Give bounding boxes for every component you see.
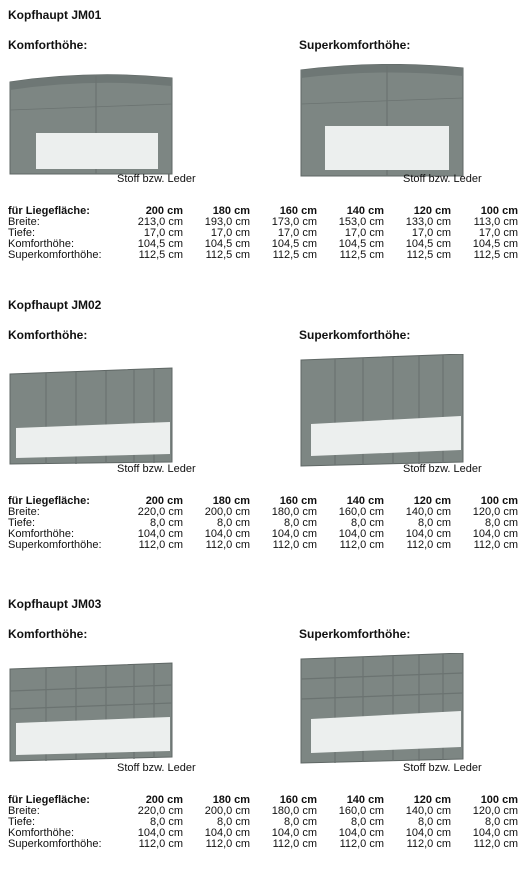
section-jm02 bbox=[0, 298, 524, 588]
table-cell: 113,0 cm bbox=[473, 216, 518, 228]
table-cell: 17,0 cm bbox=[478, 227, 518, 239]
table-cell: 120,0 cm bbox=[472, 506, 518, 518]
table-cell: 112,0 cm bbox=[272, 838, 317, 850]
table-cell: 8,0 cm bbox=[283, 517, 317, 529]
table-cell: 104,0 cm bbox=[338, 827, 384, 839]
table-cell: 104,0 cm bbox=[338, 528, 384, 540]
row-label: Komforthöhe: bbox=[8, 827, 75, 839]
material-caption: Stoff bzw. Leder bbox=[117, 762, 196, 774]
table-cell: 17,0 cm bbox=[143, 227, 183, 239]
header-cell: 160 cm bbox=[279, 794, 317, 806]
table-cell: 17,0 cm bbox=[277, 227, 317, 239]
table-cell: 112,0 cm bbox=[272, 539, 317, 551]
table-cell: 153,0 cm bbox=[338, 216, 384, 228]
table-cell: 104,0 cm bbox=[472, 827, 518, 839]
table-cell: 104,5 cm bbox=[137, 238, 183, 250]
table-cell: 104,5 cm bbox=[405, 238, 451, 250]
table-cell: 8,0 cm bbox=[216, 517, 250, 529]
table-cell: 104,0 cm bbox=[204, 528, 250, 540]
material-caption: Stoff bzw. Leder bbox=[117, 173, 196, 185]
table-cell: 133,0 cm bbox=[405, 216, 451, 228]
table-cell: 220,0 cm bbox=[137, 805, 183, 817]
table-row bbox=[8, 839, 518, 850]
table-cell: 200,0 cm bbox=[204, 506, 250, 518]
header-cell: 140 cm bbox=[346, 495, 384, 507]
header-cell: 120 cm bbox=[413, 205, 451, 217]
table-cell: 112,5 cm bbox=[138, 249, 183, 261]
table-cell: 112,0 cm bbox=[138, 838, 183, 850]
comfort-height-label: Komforthöhe: bbox=[8, 38, 88, 52]
table-cell: 112,0 cm bbox=[339, 539, 384, 551]
header-cell: 200 cm bbox=[145, 794, 183, 806]
table-cell: 8,0 cm bbox=[283, 816, 317, 828]
table-cell: 8,0 cm bbox=[484, 517, 518, 529]
super-comfort-height-label: Superkomforthöhe: bbox=[299, 627, 411, 641]
table-cell: 112,0 cm bbox=[339, 838, 384, 850]
table-cell: 173,0 cm bbox=[271, 216, 317, 228]
table-cell: 112,0 cm bbox=[473, 838, 518, 850]
table-cell: 104,0 cm bbox=[405, 528, 451, 540]
table-cell: 112,0 cm bbox=[205, 539, 250, 551]
table-cell: 17,0 cm bbox=[344, 227, 384, 239]
table-cell: 8,0 cm bbox=[149, 517, 183, 529]
dimensions-table bbox=[8, 206, 518, 261]
header-cell: für Liegefläche: bbox=[8, 205, 90, 217]
header-cell: 120 cm bbox=[413, 495, 451, 507]
table-cell: 104,0 cm bbox=[137, 827, 183, 839]
header-cell: 100 cm bbox=[480, 794, 518, 806]
table-cell: 8,0 cm bbox=[149, 816, 183, 828]
headboard-jm03-super-comfort-image bbox=[297, 653, 467, 773]
row-label: Breite: bbox=[8, 506, 40, 518]
table-cell: 200,0 cm bbox=[204, 805, 250, 817]
table-cell: 8,0 cm bbox=[417, 816, 451, 828]
row-label: Breite: bbox=[8, 805, 40, 817]
table-cell: 104,0 cm bbox=[271, 528, 317, 540]
table-cell: 8,0 cm bbox=[350, 517, 384, 529]
table-cell: 112,0 cm bbox=[138, 539, 183, 551]
row-label: Komforthöhe: bbox=[8, 528, 75, 540]
comfort-height-label: Komforthöhe: bbox=[8, 328, 88, 342]
material-caption: Stoff bzw. Leder bbox=[403, 173, 482, 185]
table-cell: 180,0 cm bbox=[271, 805, 317, 817]
header-cell: 180 cm bbox=[212, 794, 250, 806]
row-label: Superkomforthöhe: bbox=[8, 539, 102, 551]
table-cell: 112,5 cm bbox=[205, 249, 250, 261]
headboard-jm02-super-comfort-image bbox=[297, 354, 467, 474]
section-title: Kopfhaupt JM01 bbox=[8, 8, 102, 22]
table-cell: 104,5 cm bbox=[204, 238, 250, 250]
table-cell: 104,0 cm bbox=[137, 528, 183, 540]
table-row bbox=[8, 250, 518, 261]
table-cell: 160,0 cm bbox=[338, 506, 384, 518]
table-cell: 104,0 cm bbox=[204, 827, 250, 839]
table-cell: 8,0 cm bbox=[350, 816, 384, 828]
row-label: Superkomforthöhe: bbox=[8, 838, 102, 850]
table-row bbox=[8, 540, 518, 551]
headboard-jm01-super-comfort-image bbox=[297, 64, 467, 184]
row-label: Tiefe: bbox=[8, 517, 36, 529]
row-label: Breite: bbox=[8, 216, 40, 228]
dimensions-table bbox=[8, 795, 518, 850]
header-cell: für Liegefläche: bbox=[8, 495, 90, 507]
table-cell: 17,0 cm bbox=[210, 227, 250, 239]
header-cell: 160 cm bbox=[279, 495, 317, 507]
table-cell: 180,0 cm bbox=[271, 506, 317, 518]
table-cell: 140,0 cm bbox=[405, 506, 451, 518]
section-title: Kopfhaupt JM02 bbox=[8, 298, 102, 312]
super-comfort-height-label: Superkomforthöhe: bbox=[299, 38, 411, 52]
headboard-jm02-comfort-image bbox=[6, 354, 176, 474]
table-cell: 112,5 cm bbox=[473, 249, 518, 261]
material-caption: Stoff bzw. Leder bbox=[117, 463, 196, 475]
header-cell: 120 cm bbox=[413, 794, 451, 806]
table-cell: 104,0 cm bbox=[405, 827, 451, 839]
header-cell: 180 cm bbox=[212, 495, 250, 507]
table-cell: 220,0 cm bbox=[137, 506, 183, 518]
section-jm03 bbox=[0, 597, 524, 887]
table-cell: 8,0 cm bbox=[216, 816, 250, 828]
table-cell: 8,0 cm bbox=[484, 816, 518, 828]
table-cell: 160,0 cm bbox=[338, 805, 384, 817]
table-cell: 112,5 cm bbox=[339, 249, 384, 261]
table-cell: 104,5 cm bbox=[472, 238, 518, 250]
section-title: Kopfhaupt JM03 bbox=[8, 597, 102, 611]
table-cell: 8,0 cm bbox=[417, 517, 451, 529]
header-cell: 140 cm bbox=[346, 794, 384, 806]
material-caption: Stoff bzw. Leder bbox=[403, 762, 482, 774]
table-cell: 104,0 cm bbox=[271, 827, 317, 839]
header-cell: 160 cm bbox=[279, 205, 317, 217]
table-cell: 112,0 cm bbox=[406, 539, 451, 551]
table-cell: 112,5 cm bbox=[272, 249, 317, 261]
header-cell: 200 cm bbox=[145, 495, 183, 507]
table-cell: 112,0 cm bbox=[205, 838, 250, 850]
table-cell: 104,5 cm bbox=[271, 238, 317, 250]
headboard-jm03-comfort-image bbox=[6, 653, 176, 773]
header-cell: für Liegefläche: bbox=[8, 794, 90, 806]
headboard-jm01-comfort-image bbox=[6, 64, 176, 184]
header-cell: 200 cm bbox=[145, 205, 183, 217]
header-cell: 100 cm bbox=[480, 495, 518, 507]
super-comfort-height-label: Superkomforthöhe: bbox=[299, 328, 411, 342]
table-cell: 112,0 cm bbox=[406, 838, 451, 850]
table-cell: 17,0 cm bbox=[411, 227, 451, 239]
header-cell: 100 cm bbox=[480, 205, 518, 217]
row-label: Komforthöhe: bbox=[8, 238, 75, 250]
table-cell: 193,0 cm bbox=[204, 216, 250, 228]
dimensions-table bbox=[8, 496, 518, 551]
row-label: Superkomforthöhe: bbox=[8, 249, 102, 261]
section-jm01 bbox=[0, 8, 524, 298]
table-cell: 213,0 cm bbox=[137, 216, 183, 228]
header-cell: 140 cm bbox=[346, 205, 384, 217]
header-cell: 180 cm bbox=[212, 205, 250, 217]
material-caption: Stoff bzw. Leder bbox=[403, 463, 482, 475]
table-cell: 120,0 cm bbox=[472, 805, 518, 817]
table-cell: 112,0 cm bbox=[473, 539, 518, 551]
table-cell: 104,0 cm bbox=[472, 528, 518, 540]
table-cell: 104,5 cm bbox=[338, 238, 384, 250]
table-cell: 140,0 cm bbox=[405, 805, 451, 817]
comfort-height-label: Komforthöhe: bbox=[8, 627, 88, 641]
table-cell: 112,5 cm bbox=[406, 249, 451, 261]
row-label: Tiefe: bbox=[8, 816, 36, 828]
row-label: Tiefe: bbox=[8, 227, 36, 239]
